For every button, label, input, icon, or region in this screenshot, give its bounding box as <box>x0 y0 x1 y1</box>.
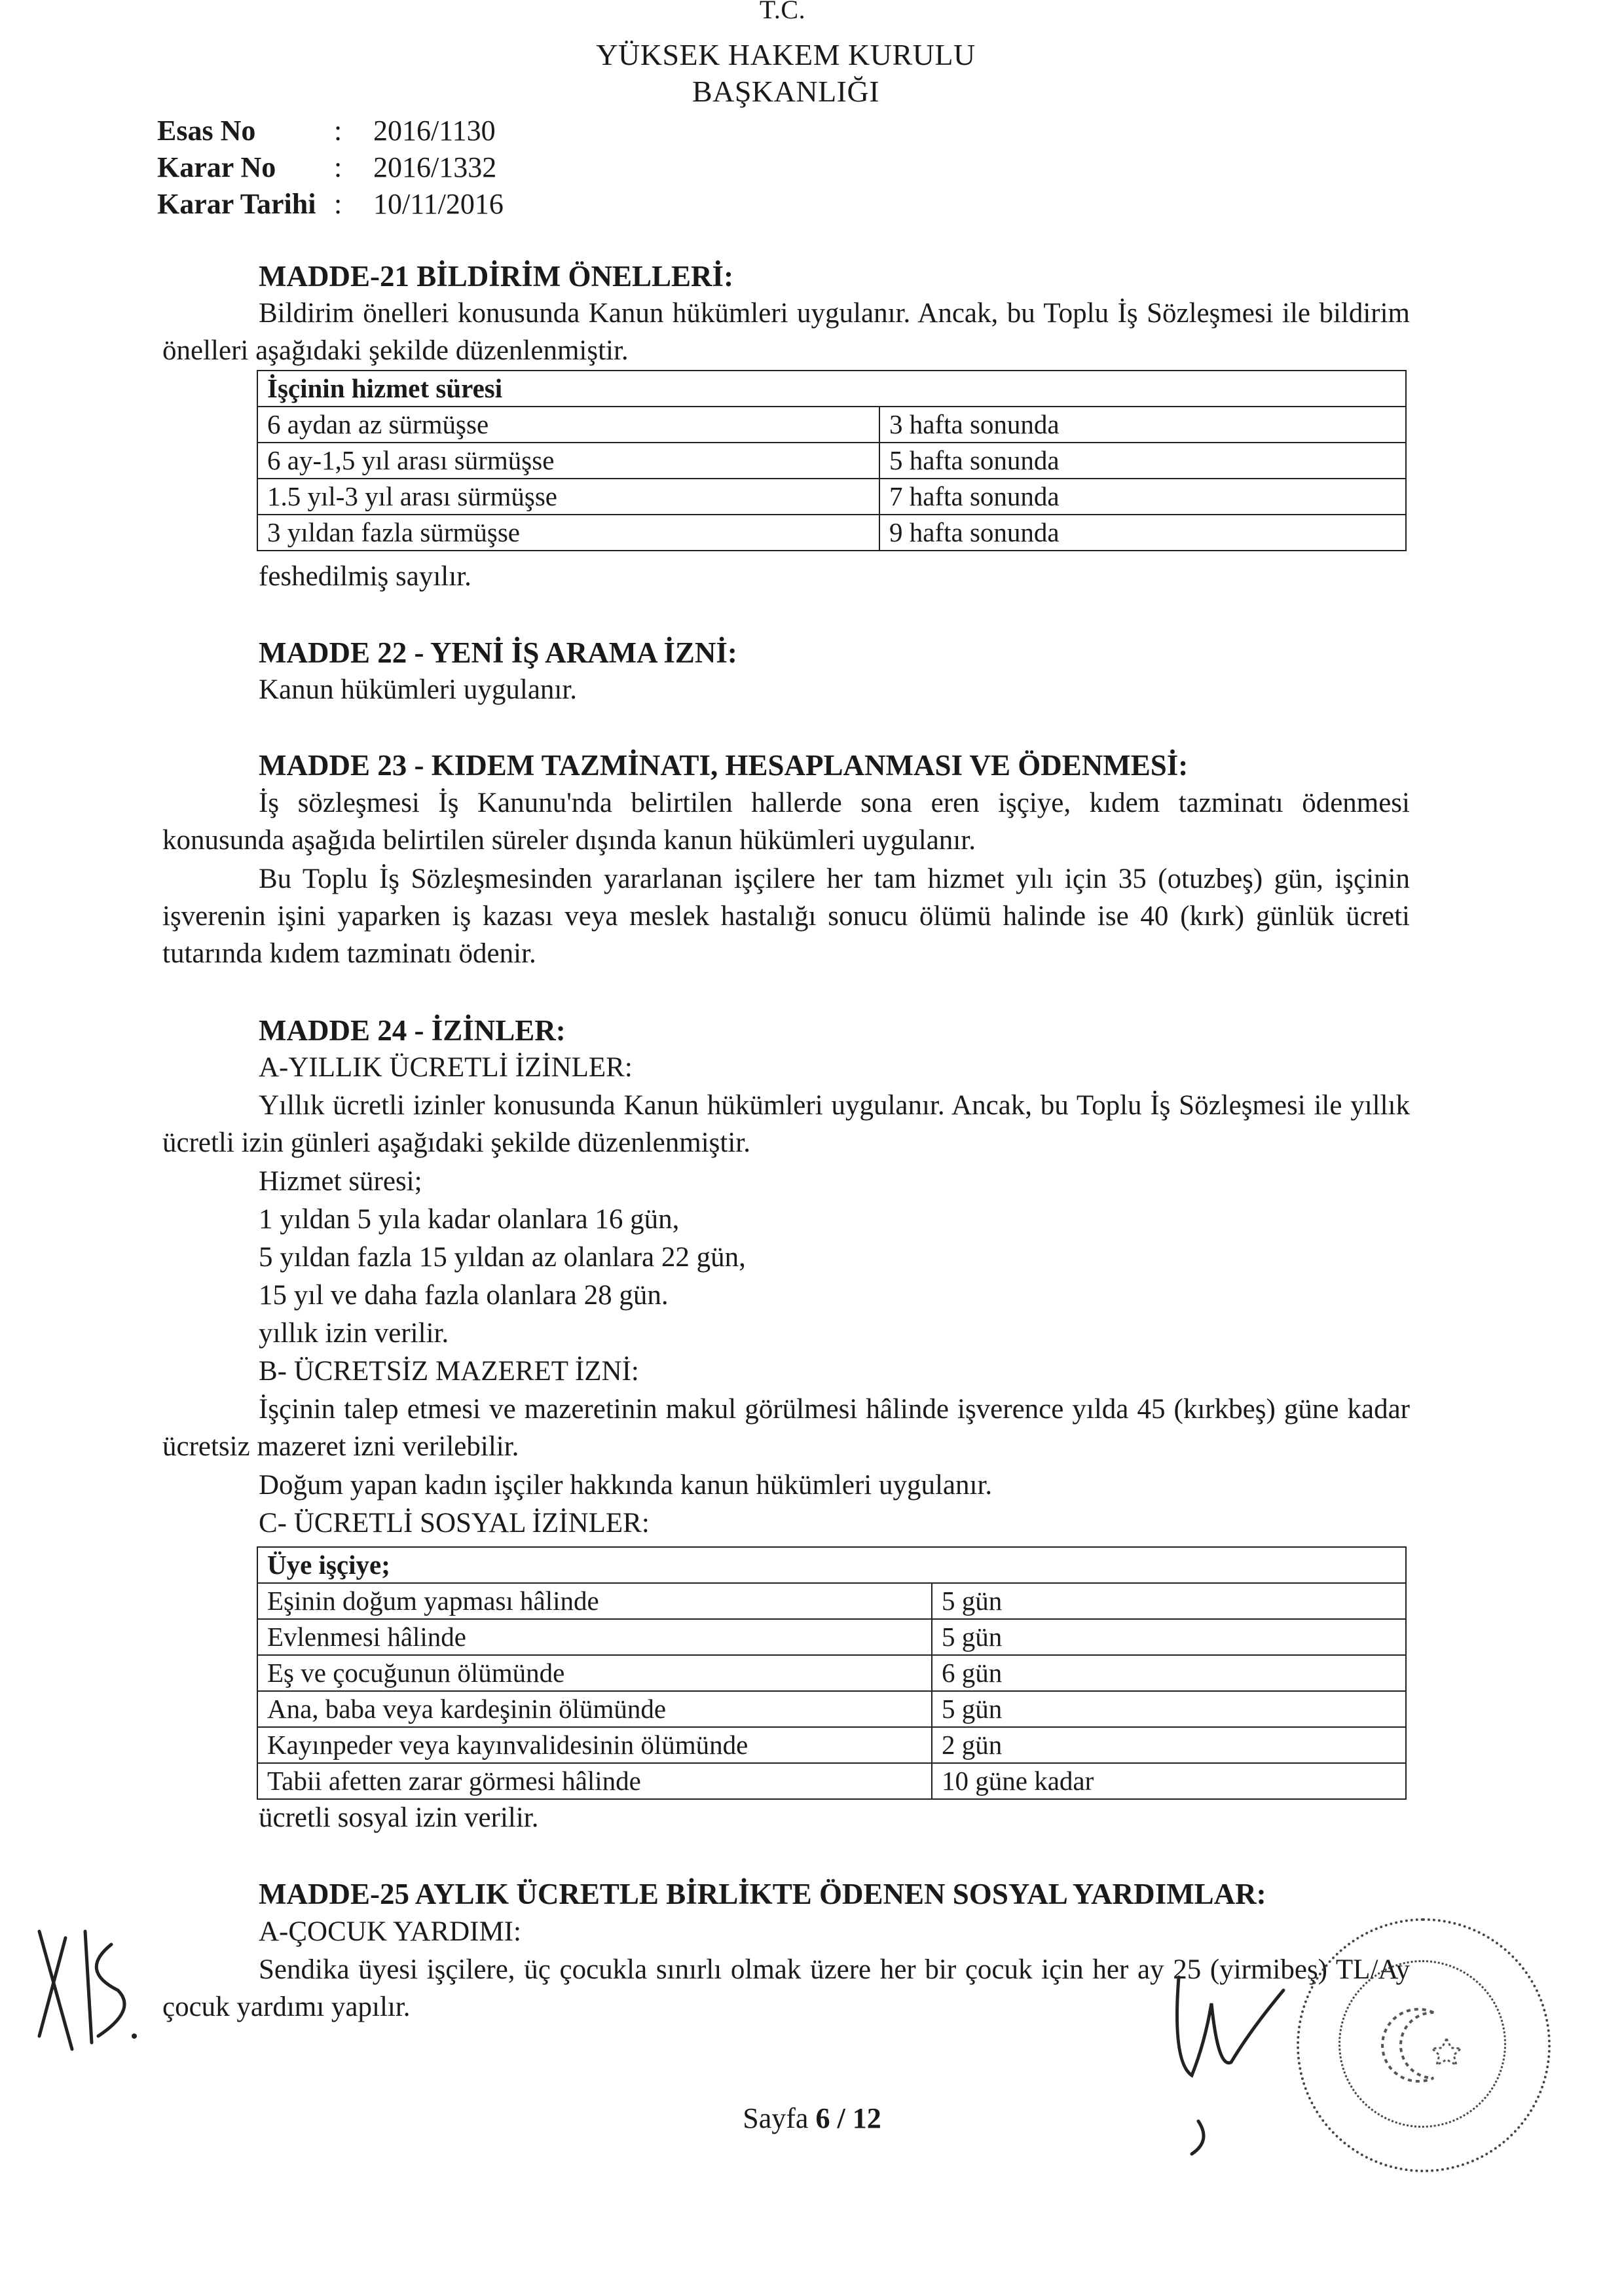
page-current: 6 <box>815 2102 830 2134</box>
crescent-star-icon <box>1371 1993 1476 2098</box>
table-row: Eşinin doğum yapması hâlinde 5 gün <box>257 1583 1406 1619</box>
esas-row: Esas No : 2016/1130 <box>157 115 496 147</box>
madde24-c-table <box>257 1546 1407 1800</box>
madde24-heading: MADDE 24 - İZİNLER: <box>259 1014 566 1047</box>
madde21-text: Bildirim önelleri konusunda Kanun hükümleri uygulanır. Ancak, bu Toplu İş Sözleşmesi ile bildirim önelleri aşağıdaki şekilde düzenlenmiştir. <box>162 298 1410 366</box>
table-row: 3 yıldan fazla sürmüşse 9 hafta sonunda <box>257 515 1406 551</box>
page-label: Sayfa <box>743 2102 809 2134</box>
page-separator: / <box>837 2102 845 2134</box>
tarih-value: 10/11/2016 <box>373 188 504 220</box>
case-metadata <box>157 113 681 223</box>
madde24-a-line-4: yıllık izin verilir. <box>259 1318 449 1349</box>
madde23-heading: MADDE 23 - KIDEM TAZMİNATI, HESAPLANMASI VE ÖDENMESİ: <box>259 749 1189 782</box>
madde22-text: Kanun hükümleri uygulanır. <box>259 674 578 705</box>
institution-subtitle: BAŞKANLIĞI <box>692 75 880 108</box>
madde24-c-title: C- ÜCRETLİ SOSYAL İZİNLER: <box>259 1508 650 1539</box>
karar-row: Karar No : 2016/1332 <box>157 151 497 183</box>
madde21-heading: MADDE-21 BİLDİRİM ÖNELLERİ: <box>259 260 734 293</box>
madde24-b-text: İşçinin talep etmesi ve mazeretinin makul görülmesi hâlinde işverence yılda 45 (kırkbeş) güne kadar ücretsiz mazeret izni verilebilir. <box>162 1394 1410 1462</box>
madde25-heading: MADDE-25 AYLIK ÜCRETLE BİRLİKTE ÖDENEN SOSYAL YARDIMLAR: <box>259 1878 1266 1910</box>
table-row: Evlenmesi hâlinde 5 gün <box>257 1619 1406 1655</box>
table-row: 6 aydan az sürmüşse 3 hafta sonunda <box>257 407 1406 443</box>
madde21-table-header: İşçinin hizmet süresi <box>257 371 1406 407</box>
official-seal <box>1297 1918 1551 2172</box>
madde24-b-title: B- ÜCRETSİZ MAZERET İZNİ: <box>259 1356 639 1387</box>
madde23-p2: Bu Toplu İş Sözleşmesinden yararlanan işçilere her tam hizmet yılı için 35 (otuzbeş) gün, işçinin işverenin işini yaparken iş kazası veya meslek hastalığı sonucu ölümü halinde ise 40 (kırk) günlük ücreti tutarında kıdem tazminatı ödenir. <box>162 864 1410 969</box>
madde22-heading: MADDE 22 - YENİ İŞ ARAMA İZNİ: <box>259 636 737 669</box>
madde24-a-line-1: 1 yıldan 5 yıla kadar olanlara 16 gün, <box>259 1204 680 1235</box>
header-top: T.C. <box>759 0 806 24</box>
table-row: 6 ay-1,5 yıl arası sürmüşse 5 hafta sonunda <box>257 443 1406 479</box>
madde24-c-after: ücretli sosyal izin verilir. <box>259 1802 539 1833</box>
madde24-a-line-3: 15 yıl ve daha fazla olanlara 28 gün. <box>259 1280 669 1311</box>
madde24-a-text: Yıllık ücretli izinler konusunda Kanun hükümleri uygulanır. Ancak, bu Toplu İş Sözleşmesi ile yıllık ücretli izin günleri aşağıdaki şekilde düzenlenmiştir. <box>162 1090 1410 1158</box>
table-row: Ana, baba veya kardeşinin ölümünde 5 gün <box>257 1691 1406 1727</box>
signature <box>1153 1964 1297 2160</box>
madde21-after: feshedilmiş sayılır. <box>259 561 471 592</box>
table-row: Kayınpeder veya kayınvalidesinin ölümünde 2 gün <box>257 1727 1406 1763</box>
institution-name: YÜKSEK HAKEM KURULU <box>596 38 976 71</box>
madde24-a-title: A-YILLIK ÜCRETLİ İZİNLER: <box>259 1052 633 1083</box>
tarih-row: Karar Tarihi : 10/11/2016 <box>157 188 504 220</box>
madde24-b-line: Doğum yapan kadın işçiler hakkında kanun hükümleri uygulanır. <box>259 1470 993 1501</box>
madde24-c-table-header: Üye işçiye; <box>257 1547 1406 1583</box>
page-total: 12 <box>852 2102 881 2134</box>
madde24-a-line-0: Hizmet süresi; <box>259 1166 422 1197</box>
madde23-p1: İş sözleşmesi İş Kanunu'nda belirtilen hallerde sona eren işçiye, kıdem tazminatı ödenmesi konusunda aşağıda belirtilen süreler dışında kanun hükümleri uygulanır. <box>162 788 1410 856</box>
madde24-a-line-2: 5 yıldan fazla 15 yıldan az olanlara 22 gün, <box>259 1242 746 1273</box>
madde21-table <box>257 370 1407 551</box>
table-row: Tabii afetten zarar görmesi hâlinde 10 güne kadar <box>257 1763 1406 1799</box>
page-number <box>681 2102 943 2135</box>
table-row: 1.5 yıl-3 yıl arası sürmüşse 7 hafta sonunda <box>257 479 1406 515</box>
handwritten-initials <box>26 1918 144 2062</box>
esas-value: 2016/1130 <box>373 115 496 147</box>
madde25-a-text: Sendika üyesi işçilere, üç çocukla sınırlı olmak üzere her bir çocuk için her ay 25 (yirmibeş) TL/Ay çocuk yardımı yapılır. <box>162 1954 1410 2022</box>
table-row: Eş ve çocuğunun ölümünde 6 gün <box>257 1655 1406 1691</box>
madde25-a-title: A-ÇOCUK YARDIMI: <box>259 1916 521 1947</box>
karar-value: 2016/1332 <box>373 151 497 183</box>
